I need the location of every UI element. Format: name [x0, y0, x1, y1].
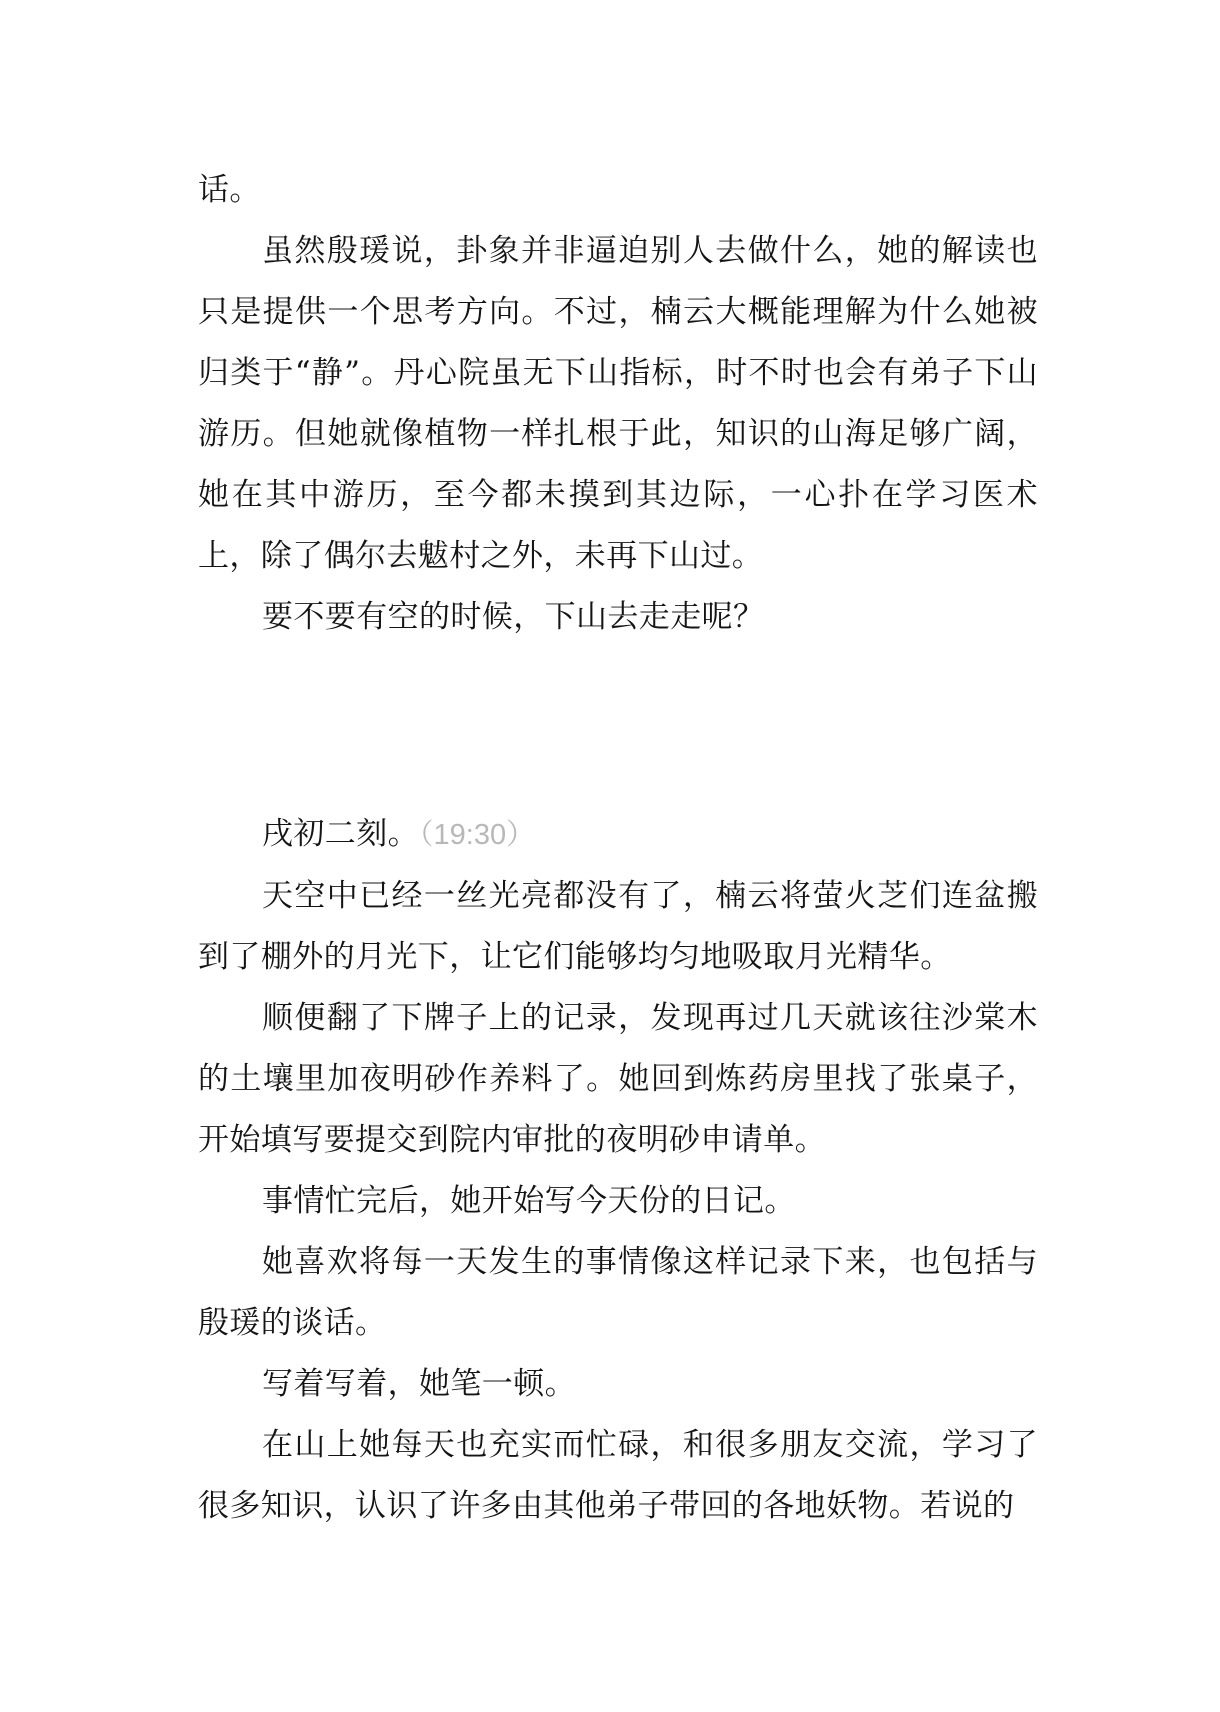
paragraph: 顺便翻了下牌子上的记录，发现再过几天就该往沙棠木的土壤里加夜明砂作养料了。她回到炼药房里找了张桌子，开始填写要提交到院内审批的夜明砂申请单。: [198, 1000, 1038, 1158]
paragraph: 虽然殷瑗说，卦象并非逼迫别人去做什么，她的解读也只是提供一个思考方向。不过，楠云大概能理解为什么她被归类于“静”。丹心院虽无下山指标，时不时也会有弟子下山游历。但她就像植物一样扎根于此，知识的山海足够广阔，她在其中游历，至今都未摸到其边际，一心扑在学习医术上，除了偶尔去魃村之外，未再下山过。: [198, 233, 1038, 574]
paragraph: 在山上她每天也充实而忙碌，和很多朋友交流，学习了很多知识，认识了许多由其他弟子带回的各地妖物。若说的: [198, 1427, 1038, 1524]
document-page: [198, 160, 1038, 1537]
paragraph: 她喜欢将每一天发生的事情像这样记录下来，也包括与殷瑗的谈话。: [198, 1244, 1038, 1341]
paragraph: 事情忙完后，她开始写今天份的日记。: [262, 1183, 796, 1219]
section-heading: [198, 804, 1038, 866]
paragraph: 话。: [198, 172, 261, 208]
paragraph: 要不要有空的时候，下山去走走呢？: [262, 599, 765, 635]
time-period: 戌初二刻。: [262, 816, 419, 852]
time-note: （19:30）: [419, 819, 536, 851]
paragraph: 写着写着，她笔一顿。: [262, 1366, 576, 1402]
paragraph: 天空中已经一丝光亮都没有了，楠云将萤火芝们连盆搬到了棚外的月光下，让它们能够均匀地吸取月光精华。: [198, 878, 1038, 975]
section-break: [198, 648, 1038, 804]
